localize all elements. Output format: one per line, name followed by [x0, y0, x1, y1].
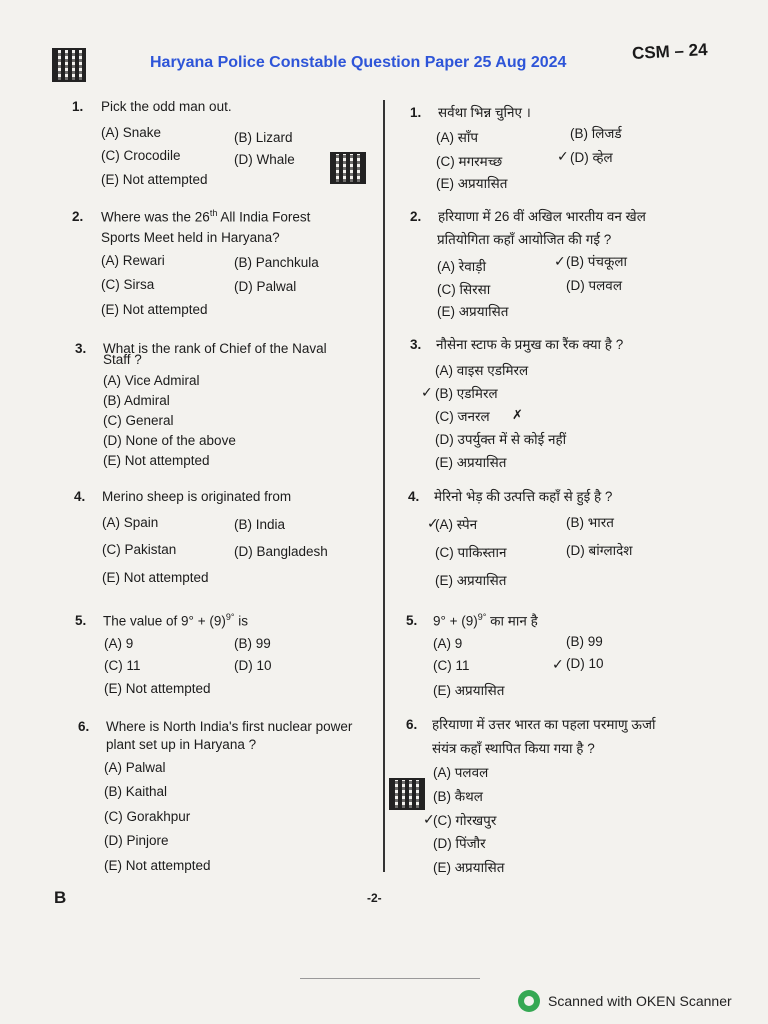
column-divider — [383, 100, 385, 872]
option-b: (B) Panchkula — [234, 255, 319, 270]
option-a: (A) रेवाड़ी — [437, 259, 486, 274]
option-c: (C) Crocodile — [101, 148, 181, 163]
option-e: (E) Not attempted — [101, 302, 208, 317]
question-text: Where is North India's first nuclear power — [106, 719, 353, 734]
option-d: (D) Whale — [234, 152, 295, 167]
option-a: (A) 9 — [104, 636, 134, 651]
question-number: 6. — [406, 717, 418, 732]
option-d: (D) None of the above — [103, 433, 236, 448]
option-b: (B) एडमिरल — [435, 386, 498, 401]
question-text: मेरिनो भेड़ की उत्पत्ति कहाँ से हुई है ? — [434, 489, 613, 504]
option-a: (A) पलवल — [433, 765, 489, 780]
option-e: (E) Not attempted — [102, 570, 209, 585]
question-text-line2: plant set up in Haryana ? — [106, 737, 257, 752]
question-number: 5. — [75, 613, 87, 628]
checkmark-icon: ✓ — [427, 515, 439, 531]
option-b: (B) Admiral — [103, 393, 170, 408]
option-d: (D) Bangladesh — [234, 544, 328, 559]
option-e: (E) अप्रयासित — [433, 860, 505, 875]
option-d: (D) पलवल — [566, 278, 622, 293]
option-d: (D) व्हेल — [570, 150, 613, 165]
question-text: $9^\circ + (9)^{9^\circ}$ का मान है — [433, 612, 538, 629]
question-number: 6. — [78, 719, 90, 734]
question-text: हरियाणा में 26 वीं अखिल भारतीय वन खेल — [438, 209, 646, 224]
booklet-set-label: B — [54, 888, 67, 907]
question-text-line2: Staff ? — [103, 352, 142, 367]
option-e: (E) अप्रयासित — [436, 176, 508, 191]
question-number: 2. — [72, 209, 84, 224]
qr-code-inline — [330, 152, 366, 184]
option-b: (B) पंचकूला — [566, 254, 628, 269]
option-e: (E) अप्रयासित — [433, 683, 505, 698]
question-text: नौसेना स्टाफ के प्रमुख का रैंक क्या है ? — [436, 337, 624, 352]
page-title: Haryana Police Constable Question Paper 25 Aug 2024 — [150, 54, 567, 71]
option-c: (C) सिरसा — [437, 282, 491, 297]
option-b: (B) India — [234, 517, 286, 532]
checkmark-icon: ✓ — [552, 656, 564, 672]
option-c: (C) Sirsa — [101, 277, 155, 292]
option-a: (A) Vice Admiral — [103, 373, 200, 388]
option-c: (C) General — [103, 413, 174, 428]
question-number: 3. — [75, 341, 87, 356]
option-c: (C) मगरमच्छ — [436, 154, 503, 169]
option-e: (E) अप्रयासित — [437, 304, 509, 319]
option-e: (E) अप्रयासित — [435, 455, 507, 470]
option-c: (C) जनरल — [435, 409, 490, 424]
option-b: (B) लिजर्ड — [570, 126, 622, 141]
option-c: (C) Pakistan — [102, 542, 177, 557]
option-d: (D) उपर्युक्त में से कोई नहीं — [435, 432, 567, 447]
option-d: (D) Palwal — [234, 279, 297, 294]
option-c: (C) 11 — [104, 658, 141, 673]
checkmark-icon: ✓ — [557, 148, 569, 164]
checkmark-icon: ✓ — [554, 253, 566, 269]
question-text-line2: Sports Meet held in Haryana? — [101, 230, 280, 245]
question-text-line2: प्रतियोगिता कहाँ आयोजित की गई ? — [437, 232, 612, 247]
option-e: (E) Not attempted — [104, 681, 211, 696]
qr-code-inline — [389, 778, 425, 810]
option-a: (A) स्पेन — [435, 517, 478, 532]
option-a: (A) वाइस एडमिरल — [435, 363, 529, 378]
question-number: 2. — [410, 209, 422, 224]
question-number: 4. — [408, 489, 420, 504]
option-c: (C) पाकिस्तान — [435, 545, 507, 560]
option-b: (B) 99 — [234, 636, 271, 651]
option-a: (A) साँप — [436, 130, 479, 145]
question-text: हरियाणा में उत्तर भारत का पहला परमाणु ऊर्जा — [432, 717, 656, 732]
option-d: (D) 10 — [566, 656, 604, 671]
question-text: Merino sheep is originated from — [102, 489, 292, 504]
question-text: Pick the odd man out. — [101, 99, 232, 114]
option-d: (D) बांग्लादेश — [566, 543, 633, 558]
checkmark-icon: ✓ — [421, 384, 433, 400]
question-number: 1. — [72, 99, 84, 114]
option-b: (B) Lizard — [234, 130, 293, 145]
option-e: (E) Not attempted — [103, 453, 210, 468]
question-text: The value of $9^\circ + (9)^{9^\circ}$ is — [103, 612, 248, 629]
checkmark-icon: ✓ — [423, 811, 435, 827]
scanner-label: Scanned with OKEN Scanner — [548, 993, 732, 1009]
question-text: What is the rank of Chief of the Naval — [103, 341, 327, 356]
option-b: (B) 99 — [566, 634, 603, 649]
option-a: (A) Spain — [102, 515, 159, 530]
option-d: (D) Pinjore — [104, 833, 169, 848]
option-d: (D) 10 — [234, 658, 272, 673]
footer-rule — [300, 978, 480, 979]
question-number: 5. — [406, 613, 418, 628]
option-c: (C) Gorakhpur — [104, 809, 191, 824]
qr-code-header — [52, 48, 86, 82]
option-a: (A) Snake — [101, 125, 162, 140]
option-e: (E) अप्रयासित — [435, 573, 507, 588]
question-text-line2: संयंत्र कहाँ स्थापित किया गया है ? — [432, 741, 595, 756]
option-b: (B) कैथल — [433, 789, 483, 804]
option-c: (C) 11 — [433, 658, 470, 673]
option-e: (E) Not attempted — [104, 858, 211, 873]
question-text: सर्वथा भिन्न चुनिए । — [438, 105, 531, 120]
option-c: (C) गोरखपुर — [433, 813, 497, 828]
option-a: (A) 9 — [433, 636, 463, 651]
scanner-watermark — [518, 990, 732, 1012]
option-b: (B) भारत — [566, 515, 614, 530]
option-e: (E) Not attempted — [101, 172, 208, 187]
question-number: 1. — [410, 105, 422, 120]
cross-mark-icon: ✗ — [512, 407, 523, 422]
question-number: 3. — [410, 337, 422, 352]
option-b: (B) Kaithal — [104, 784, 168, 799]
scanner-logo-icon — [518, 990, 540, 1012]
option-a: (A) Palwal — [104, 760, 166, 775]
paper-code: CSM – 24 — [631, 40, 709, 63]
option-a: (A) Rewari — [101, 253, 165, 268]
page-number: -2- — [367, 891, 382, 905]
option-d: (D) पिंजौर — [433, 836, 486, 851]
question-number: 4. — [74, 489, 86, 504]
question-text: Where was the 26th All India Forest — [101, 208, 311, 225]
